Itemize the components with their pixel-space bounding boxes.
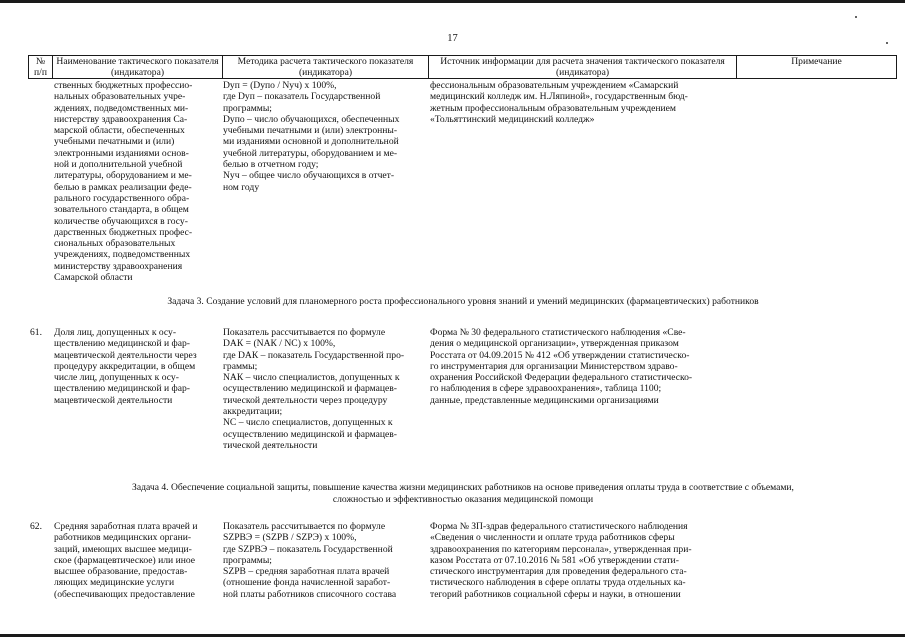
header-col-number: № п/п: [29, 56, 53, 79]
row-61-source: Форма № 30 федерального статистического наблюдения «Све- дения о медицинской организации», утвержденная приказом Росстата от 04.09.2015 № 412 «Об утверждении статистическо- го инструментария для организации Министерством здраво- охранения Российской Федерации федерального статистическо- го наблюдения в сфере здравоохранения», таблица 1100; данные, представленные медицинскими организациями: [430, 327, 693, 406]
header-col-note: Примечание: [737, 56, 897, 79]
row-61-name: Доля лиц, допущенных к осу- ществлению медицинской и фар- мацевтической деятельности через процедуру аккредитации, в общем числе лиц, допущенных к осу- ществлению медицинской и фар- мацевтической деятельности: [54, 327, 197, 406]
task-3-heading: Задача 3. Создание условий для планомерного роста профессионального уровня знаний и умений медицинских (фармацевтических) работников: [167, 296, 759, 307]
row-62-method: Показатель рассчитывается по формуле SZPВЭ = (SZPВ / SZPЭ) x 100%, где SZPВЭ – показатель Государственной программы; SZPВ – средняя заработная плата врачей (отношение фонда начисленной заработ- ной платы работников списочного состава: [223, 521, 397, 600]
row-continued-method: Dуп = (Dупо / Nуч) x 100%, где Dуп – показатель Государственной программы; Dупо – число обучающихся, обеспеченных учебными печатными и (или) электронны- ми изданиями основной и дополнительной учебной литературы, оборудованием и ме- белью в отчетном году; Nуч – общее число обучающихся в отчет- ном году: [223, 80, 400, 193]
header-col-source: Источник информации для расчета значения тактического показателя (индикатора): [429, 56, 737, 79]
row-61-method: Показатель рассчитывается по формуле DАК = (NАК / NС) x 100%, где DАК – показатель Государственной про- граммы; NАК – число специалистов, допущенных к осуществлению медицинской и фармацев- тической деятельности через процедуру аккредитации; NС – число специалистов, допущенных к осуществлению медицинской и фармацев- тической деятельности: [223, 327, 405, 451]
task-4-heading: Задача 4. Обеспечение социальной защиты, повышение качества жизни медицинских работников на основе приведения оплаты труда в соответствие с объемами, сложностью и эффективностью оказания медицинской помощи: [132, 482, 794, 505]
header-col-method: Методика расчета тактического показателя (индикатора): [223, 56, 429, 79]
header-col-name: Наименование тактического показателя (индикатора): [53, 56, 223, 79]
scan-bottom-edge: [0, 634, 905, 637]
row-62-source: Форма № ЗП-здрав федерального статистического наблюдения «Сведения о численности и оплате труда работников сферы здравоохранения по категориям персонала», утвержденная при- казом Росстата от 07.10.2016 № 581 «Об утверждении стати- стического инструментария для проведения федерального ста- тистического наблюдения в сфере оплаты труда отдельных ка- тегорий работников социальной сферы и науки, в отношении: [430, 521, 692, 600]
row-61-number: 61.: [30, 327, 42, 338]
scan-top-edge: [0, 0, 905, 3]
row-62-name: Средняя заработная плата врачей и работников медицинских органи- заций, имеющих высшее медици- ское (фармацевтическое) или иное высшее образование, предостав- ляющих медицинские услуги (обеспечивающих предоставление: [54, 521, 198, 600]
row-continued-name: ственных бюджетных профессио- нальных образовательных учре- ждениях, подведомственных ми- нистерству здравоохранения Са- марской области, обеспеченных учебными печатными и (или) электронными изданиями основ- ной и дополнительной учебной литературы, оборудованием и ме- белью в рамках реализации феде- рального государственного обра- зовательного стандарта, в общем количестве обучающихся в госу- дарственных бюджетных профес- сиональных образовательных учреждениях, подведомственных министерству здравоохранения Самарской области: [54, 80, 193, 284]
page-number: 17: [447, 33, 458, 44]
row-continued-source: фессиональным образовательным учреждением «Самарский медицинский колледж им. Н.Ляпиной», государственным бюд- жетным профессиональным образовательным учреждением «Тольяттинский медицинский колледж»: [430, 80, 688, 125]
scan-speck: [855, 16, 857, 18]
row-62-number: 62.: [30, 521, 42, 532]
table-header: [28, 55, 897, 79]
